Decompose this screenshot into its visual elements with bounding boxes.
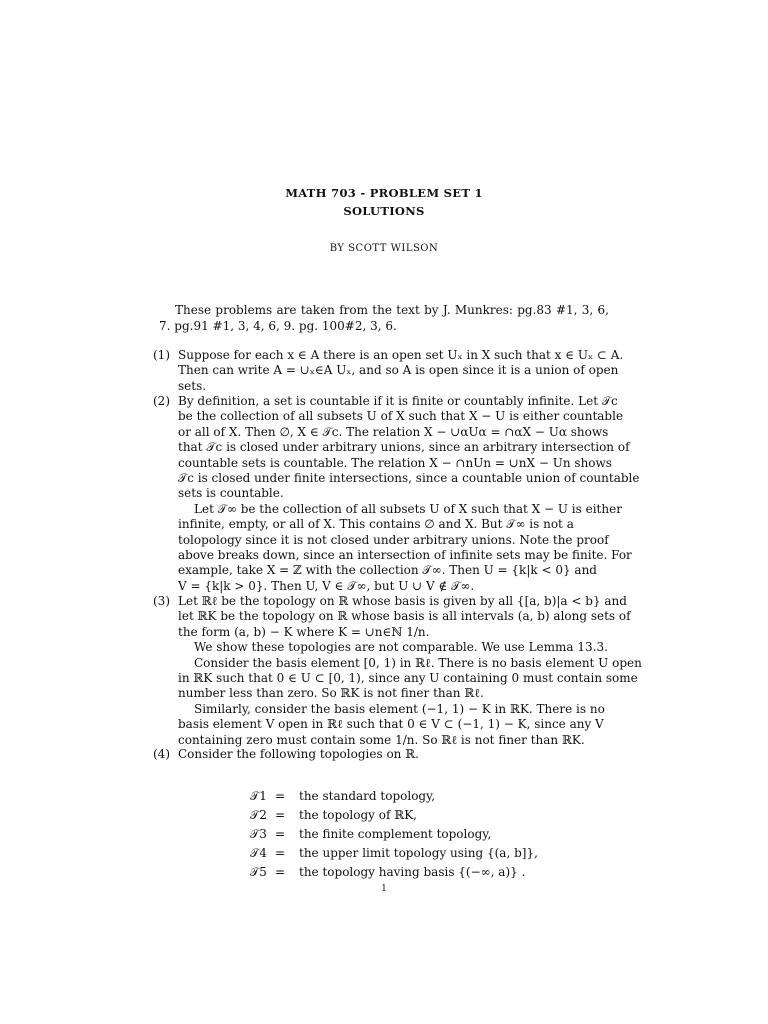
topology-definition: the upper limit topology using {(a, b]}, bbox=[299, 846, 538, 860]
problem-number: (1) bbox=[153, 348, 170, 362]
problem-number: (3) bbox=[153, 594, 170, 608]
problem-1 bbox=[153, 348, 624, 394]
problem-line: Similarly, consider the basis element (−1, 1) − K in ℝK. There is no bbox=[194, 701, 605, 716]
topology-symbol: 𝒯3 bbox=[250, 827, 267, 841]
problem-line: V = {k|k > 0}. Then U, V ∈ 𝒯∞, but U ∪ V ∉ 𝒯∞. bbox=[178, 578, 475, 593]
problem-line: We show these topologies are not comparable. We use Lemma 13.3. bbox=[194, 640, 608, 655]
topology-symbol: 𝒯1 bbox=[250, 789, 267, 803]
problem-line: Let ℝℓ be the topology on ℝ whose basis is given by all {[a, b)|a < b} and bbox=[178, 594, 627, 608]
equals-sign: = bbox=[275, 865, 286, 879]
topology-symbol: 𝒯5 bbox=[250, 865, 267, 879]
topology-symbol: 𝒯4 bbox=[250, 846, 267, 860]
problem-line: Consider the basis element [0, 1) in ℝℓ. There is no basis element U open bbox=[194, 655, 642, 670]
problem-line: let ℝK be the topology on ℝ whose basis is all intervals (a, b) along sets of bbox=[178, 609, 631, 624]
problem-line: number less than zero. So ℝK is not finer than ℝℓ. bbox=[178, 686, 484, 701]
topology-definition: the topology having basis {(−∞, a)} . bbox=[299, 865, 526, 879]
equals-sign: = bbox=[275, 846, 286, 860]
problem-line: be the collection of all subsets U of X such that X − U is either countable bbox=[178, 409, 624, 424]
problem-number: (2) bbox=[153, 394, 170, 408]
problem-line: example, take X = ℤ with the collection 𝒯∞. Then U = {k|k < 0} and bbox=[178, 563, 597, 578]
page-number: 1 bbox=[381, 884, 387, 894]
topology-definition: the finite complement topology, bbox=[299, 827, 492, 841]
problem-line: infinite, empty, or all of X. This contains ∅ and X. But 𝒯∞ is not a bbox=[178, 517, 574, 532]
topology-definition: the standard topology, bbox=[299, 789, 436, 803]
problem-line: that 𝒯c is closed under arbitrary unions, since an arbitrary intersection of bbox=[178, 440, 630, 455]
problem-line: sets. bbox=[178, 378, 207, 393]
paper-title: MATH 703 - PROBLEM SET 1 bbox=[285, 186, 483, 200]
problem-line: above breaks down, since an intersection of infinite sets may be finite. For bbox=[178, 548, 632, 563]
problem-line: the form (a, b) − K where K = ∪n∈ℕ 1/n. bbox=[178, 624, 430, 639]
problem-line: 𝒯c is closed under finite intersections, since a countable union of countable bbox=[178, 471, 640, 486]
intro-paragraph: These problems are taken from the text by J. Munkres: pg.83 #1, 3, 6, 7. pg.91 #1, 3, 4, 6, 9. pg. 100#2, 3, 6. bbox=[159, 303, 609, 333]
problem-line: containing zero must contain some 1/n. So ℝℓ is not finer than ℝK. bbox=[178, 732, 585, 747]
problem-line: sets is countable. bbox=[178, 486, 284, 501]
problem-line: Suppose for each x ∈ A there is an open set Uₓ in X such that x ∈ Uₓ ⊂ A. bbox=[178, 348, 624, 362]
equals-sign: = bbox=[275, 827, 286, 841]
problem-2 bbox=[153, 394, 640, 594]
equals-sign: = bbox=[275, 808, 286, 822]
problem-line: in ℝK such that 0 ∈ U ⊂ [0, 1), since any U containing 0 must contain some bbox=[178, 671, 638, 686]
problem-line: Then can write A = ∪ₓ∈A Uₓ, and so A is open since it is a union of open bbox=[178, 363, 619, 378]
problem-line: Consider the following topologies on ℝ. bbox=[178, 747, 419, 761]
paper-subtitle: SOLUTIONS bbox=[343, 204, 425, 218]
problem-line: or all of X. Then ∅, X ∈ 𝒯c. The relation X − ∪αUα = ∩αX − Uα shows bbox=[178, 424, 609, 439]
problem-line: tolopology since it is not closed under arbitrary unions. Note the proof bbox=[178, 532, 609, 547]
author-line: BY SCOTT WILSON bbox=[329, 243, 439, 254]
topology-symbol: 𝒯2 bbox=[250, 808, 267, 822]
topology-definition: the topology of ℝK, bbox=[299, 808, 417, 822]
problem-line: Let 𝒯∞ be the collection of all subsets U of X such that X − U is either bbox=[194, 501, 622, 516]
problem-number: (4) bbox=[153, 747, 170, 761]
problem-line: By definition, a set is countable if it is finite or countably infinite. Let 𝒯c bbox=[178, 394, 618, 408]
problem-3 bbox=[153, 594, 642, 748]
equals-sign: = bbox=[275, 789, 286, 803]
problem-4 bbox=[153, 747, 610, 762]
problem-line: countable sets is countable. The relation X − ∩nUn = ∪nX − Un shows bbox=[178, 455, 612, 470]
problem-line: basis element V open in ℝℓ such that 0 ∈ V ⊂ (−1, 1) − K, since any V bbox=[178, 717, 604, 732]
